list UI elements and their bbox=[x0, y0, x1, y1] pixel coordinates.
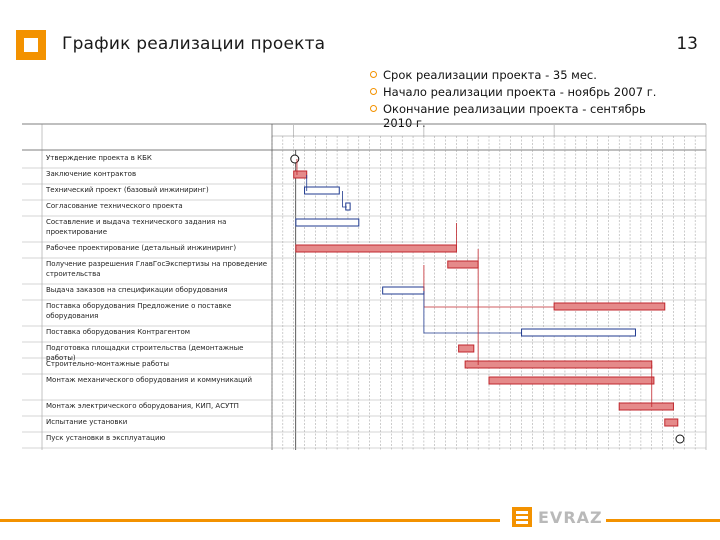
task-bar bbox=[448, 261, 478, 268]
task-name-text: Поставка оборудования Контрагентом bbox=[46, 328, 191, 336]
bullet-circle-icon bbox=[370, 88, 377, 95]
task-name bbox=[46, 301, 268, 327]
task-name-text: Получение разрешения ГлавГосЭкспертизы на проведение строительства bbox=[46, 260, 268, 278]
task-name bbox=[46, 343, 268, 362]
task-name-text: Технический проект (базовый инжиниринг) bbox=[46, 186, 209, 194]
task-name-text: Составление и выдача технического задания на проектирование bbox=[46, 218, 227, 236]
bullet-end: Окончание реализации проекта - сентябрь 2010 г. bbox=[370, 102, 670, 118]
milestone-icon bbox=[676, 435, 684, 443]
task-name-text: Рабочее проектирование (детальный инжиниринг) bbox=[46, 244, 237, 252]
bullet-start: Начало реализации проекта - ноябрь 2007 г. bbox=[370, 85, 670, 99]
page-number: 13 bbox=[676, 34, 698, 54]
task-bar bbox=[465, 361, 652, 368]
bullet-circle-icon bbox=[370, 105, 377, 112]
task-bar bbox=[489, 377, 654, 384]
task-name-text: Испытание установки bbox=[46, 418, 128, 426]
task-name-text: Выдача заказов на спецификации оборудования bbox=[46, 286, 228, 294]
task-name bbox=[46, 433, 268, 449]
task-name bbox=[46, 285, 268, 301]
page-title: График реализации проекта bbox=[62, 34, 326, 54]
task-name bbox=[46, 217, 268, 243]
task-name-text: Монтаж электрического оборудования, КИП, АСУТП bbox=[46, 402, 239, 410]
task-name bbox=[46, 259, 268, 285]
task-name-text: Заключение контрактов bbox=[46, 170, 137, 178]
bullet-duration: Срок реализации проекта - 35 мес. bbox=[370, 68, 670, 82]
task-bar bbox=[459, 345, 474, 352]
task-name bbox=[46, 153, 268, 169]
task-name-text: Монтаж механического оборудования и коммуникаций bbox=[46, 376, 252, 384]
task-bar bbox=[294, 171, 307, 178]
task-name bbox=[46, 169, 268, 185]
task-name bbox=[46, 327, 268, 343]
task-bar bbox=[619, 403, 673, 410]
evraz-mark-icon bbox=[512, 507, 532, 527]
task-name bbox=[46, 243, 268, 259]
milestone-icon bbox=[291, 155, 299, 163]
dependency-link bbox=[424, 291, 522, 333]
task-name bbox=[46, 185, 268, 201]
bullet-circle-icon bbox=[370, 71, 377, 78]
footer-divider bbox=[0, 519, 500, 522]
task-bar bbox=[665, 419, 678, 426]
evraz-logo bbox=[512, 506, 603, 528]
task-name bbox=[46, 201, 268, 217]
task-name bbox=[46, 375, 268, 401]
task-bar bbox=[346, 203, 350, 210]
evraz-wordmark: EVRAZ bbox=[538, 507, 603, 527]
footer-divider-right bbox=[606, 519, 720, 522]
task-name-text: Утверждение проекта в КБК bbox=[46, 154, 152, 162]
task-name bbox=[46, 359, 268, 375]
gantt-chart bbox=[0, 118, 720, 463]
task-name-text: Пуск установки в эксплуатацию bbox=[46, 434, 166, 442]
task-bar bbox=[296, 245, 457, 252]
task-bar bbox=[554, 303, 665, 310]
task-bar bbox=[296, 219, 359, 226]
task-bar bbox=[383, 287, 424, 294]
logo-square-icon bbox=[16, 30, 46, 60]
task-name bbox=[46, 401, 268, 417]
task-name-text: Подготовка площадки строительства (демонтажные работы) bbox=[46, 344, 244, 362]
task-name-text: Согласование технического проекта bbox=[46, 202, 183, 210]
summary-bullets bbox=[370, 68, 670, 130]
task-bar bbox=[305, 187, 340, 194]
task-name-text: Строительно-монтажные работы bbox=[46, 360, 169, 368]
task-bar bbox=[522, 329, 636, 336]
task-name-text: Поставка оборудования Предложение о поставке оборудования bbox=[46, 302, 232, 320]
task-name bbox=[46, 417, 268, 433]
